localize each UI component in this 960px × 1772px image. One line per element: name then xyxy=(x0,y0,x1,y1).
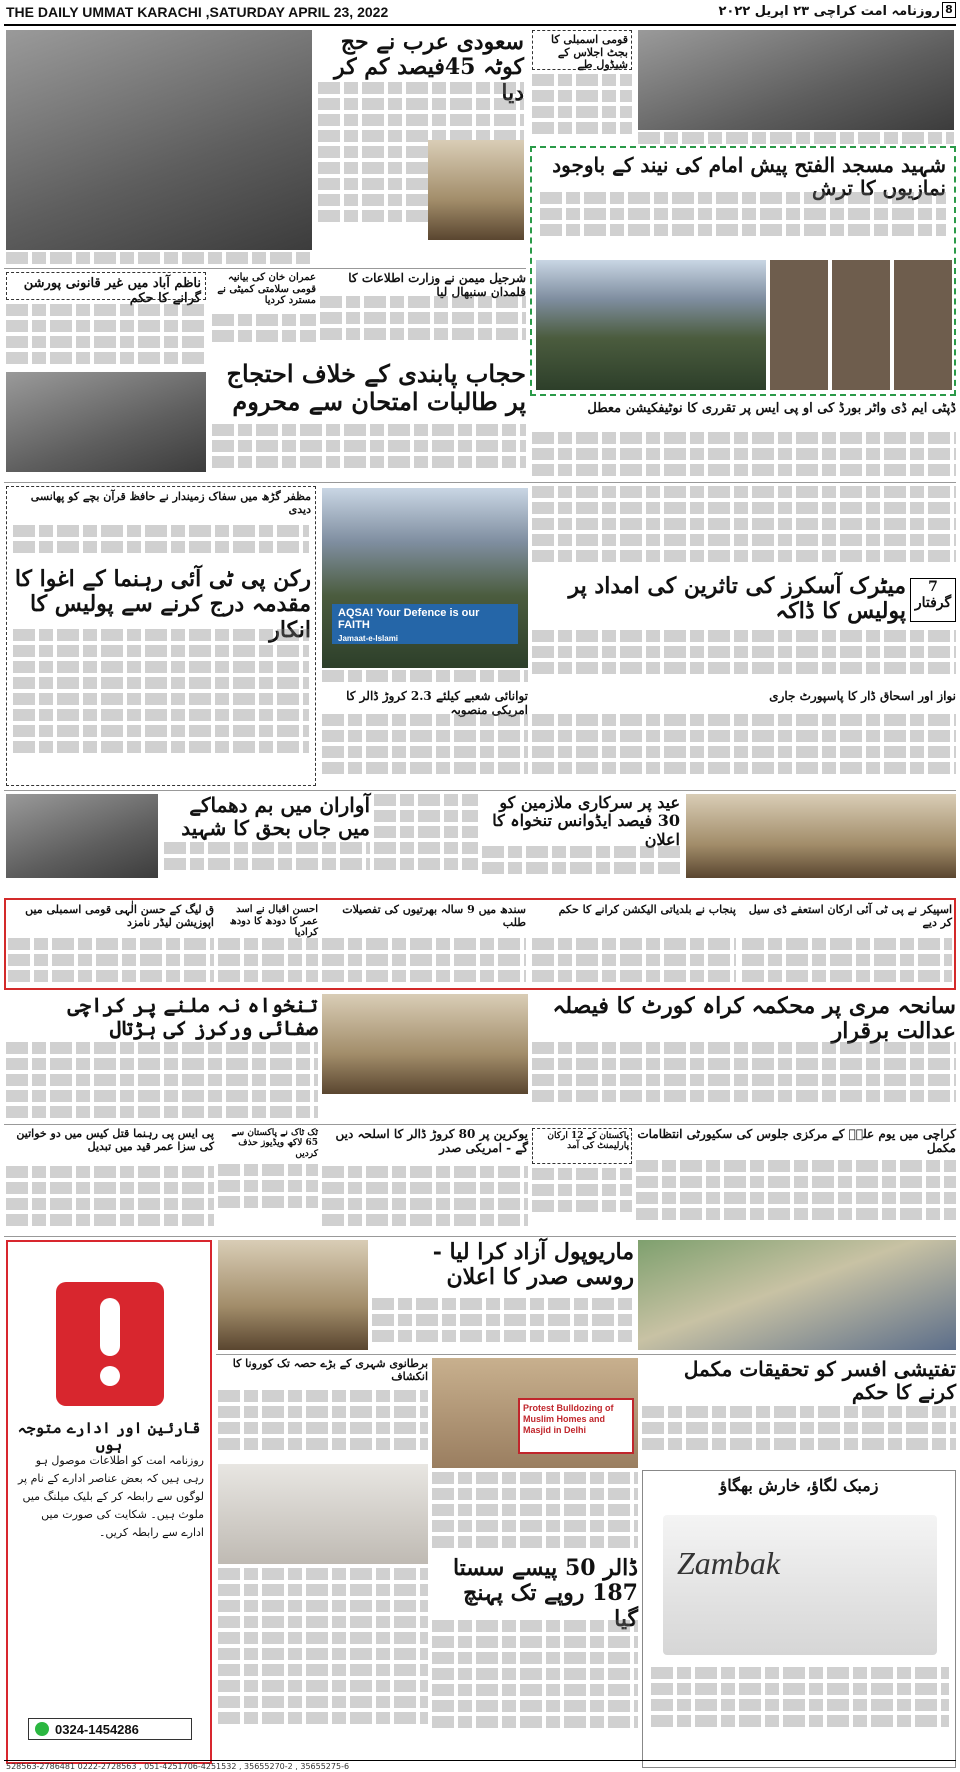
headline-pti-dissolve: اسپیکر نے پی ٹی آئی ارکان استعفے ڈی سیل کر دیے xyxy=(748,903,952,929)
reader-notice xyxy=(6,1240,212,1764)
sharjeel-body xyxy=(320,296,526,356)
eid-body xyxy=(482,846,680,882)
pps-body xyxy=(6,1166,214,1234)
zambak-ad xyxy=(642,1470,956,1768)
column-block xyxy=(532,486,956,570)
police-photo xyxy=(6,372,206,472)
headline-investigation: تفتیشی افسر کو تحقیقات مکمل کرنے کا حکم xyxy=(683,1357,956,1404)
signing-photo xyxy=(218,1240,368,1350)
column-block xyxy=(218,1568,428,1768)
headline-sharjeel: شرجیل میمن نے وزارت اطلاعات کا قلمدان سنبھال لیا xyxy=(348,271,526,299)
column-block xyxy=(432,1472,638,1552)
masthead-rule xyxy=(4,24,956,26)
headline-sanitation: سانحہ مری پر محکمہ کراہ کورٹ کا فیصلہ عدالت برقرار xyxy=(552,993,956,1045)
headline-punjab-assembly: پنجاب نے بلدیاتی الیکشن کرانے کا حکم xyxy=(558,903,736,916)
headline-pml: ق لیگ کے حسن الٰہی قومی اسمبلی میں اپوزیشن لیڈر نامزد xyxy=(25,903,214,929)
notice-phone-number: 0324-1454286 xyxy=(55,1721,139,1737)
guards-photo xyxy=(638,30,954,130)
notice-phone xyxy=(28,1718,192,1740)
namaz-photo xyxy=(536,260,766,390)
headline-nawaz: نواز اور اسحاق ڈار کا پاسپورٹ جاری xyxy=(769,689,956,703)
masthead-urdu: روزنامہ امت کراچی ۲۳ اپریل ۲۰۲۲ xyxy=(718,4,940,19)
pti-leader-body xyxy=(7,627,315,777)
divider xyxy=(4,1124,956,1125)
dollar-body xyxy=(432,1620,638,1768)
notice-title: قارئین اور ادارے متوجہ ہوں xyxy=(17,1419,201,1455)
faith-banner-text: AQSA! Your Defence is our FAITH xyxy=(338,607,480,631)
officials-photo xyxy=(322,994,528,1094)
sindh-police-body xyxy=(322,938,526,986)
nazim-abad-body xyxy=(6,304,206,368)
divider xyxy=(4,268,526,269)
headline-gunman: آواران میں بم دھماکے میں جاں بحق کا شہید xyxy=(181,793,370,840)
protest-sign: Protest Bulldozing of Muslim Homes and Masjid in Delhi xyxy=(518,1398,634,1454)
headline-ukraine: یوکرین پر 80 کروڑ ڈالر کا اسلحہ دیں گے - امریکی صدر xyxy=(335,1127,528,1155)
group-photo xyxy=(6,794,158,878)
guards-caption xyxy=(638,132,954,144)
headline-hafiz-quran: مظفر گڑھ میں سفاک زمیندار نے حافظ قرآن بچے کو پھانسی دیدی xyxy=(30,490,311,516)
headline-gram: 7 گرفتار xyxy=(910,578,956,622)
ahsan-body xyxy=(218,938,318,986)
divider xyxy=(4,1236,956,1237)
ukraine-body xyxy=(322,1166,528,1234)
meeting-photo xyxy=(428,140,524,240)
headline-nazim-abad: ناظم آباد میں غیر قانونی پورشن گرانے کا حکم xyxy=(6,272,206,300)
headline-eid: عید پر سرکاری ملازمین کو 30 فیصد ایڈوانس تنخواہ کا اعلان xyxy=(492,793,680,849)
apricot-body xyxy=(372,1298,634,1350)
faith-banner-sub: Jamaat-e-Islami xyxy=(338,634,399,643)
divider xyxy=(4,790,956,791)
protest-photo xyxy=(322,488,528,668)
headline-energy: توانائی شعبے کیلئے 2.3 کروڑ ڈالر کا امریکی منصوبہ xyxy=(346,689,528,717)
metro-body xyxy=(532,630,956,686)
masthead-english: THE DAILY UMMAT KARACHI ,SATURDAY APRIL 23, 2022 xyxy=(6,4,389,20)
pti-dissolve-body xyxy=(742,938,952,986)
tank-caption xyxy=(6,252,312,266)
headline-sindh-police: سندھ میں 9 سالہ بھرتیوں کی تفصیلات طلب xyxy=(342,903,526,929)
headline-pti-leader: رکن پی ٹی آئی رہنما کے اغوا کا مقدمہ درج کرنے سے پولیس کا انکار xyxy=(14,566,311,643)
headline-security: کراچی میں یوم علیؑ کے مرکزی جلوس کی سکیورٹی انتظامات مکمل xyxy=(637,1127,956,1155)
military-photo xyxy=(638,1240,956,1350)
ad-tagline: زمبک لگاؤ، خارش بھگاؤ xyxy=(719,1476,879,1495)
hijab-body xyxy=(212,424,526,476)
nawaz-body xyxy=(532,714,956,786)
protest-caption xyxy=(322,670,528,684)
ad-brand: Zambak xyxy=(677,1545,781,1581)
dpo-body xyxy=(532,432,956,480)
whatsapp-icon xyxy=(35,1722,49,1736)
column-block xyxy=(374,794,478,882)
investigation-body xyxy=(642,1406,956,1466)
tiktok-body xyxy=(218,1164,318,1234)
headline-shaheed-masjid: شہید مسجد الفتح پیش امام کی نیند کے باوجود نمازیوں کا ترش xyxy=(552,153,946,200)
divider xyxy=(216,1354,956,1355)
shaheed-masjid-box xyxy=(530,146,956,396)
headline-qaumi-assembly: قومی اسمبلی کا بجٹ اجلاس کے شیڈول طے xyxy=(532,30,632,70)
headline-dollar: ڈالر 50 پیسے سستا 187 روپے تک پہنچ گیا xyxy=(452,1555,638,1632)
page-number: 8 xyxy=(942,2,956,18)
headline-dpo: ڈپٹی ایم ڈی واٹر بورڈ کی او پی ایس پر تقرری کا نوٹیفکیشن معطل xyxy=(587,401,956,416)
british-body xyxy=(218,1390,428,1460)
divider xyxy=(4,482,956,483)
notice-body: روزنامہ امت کو اطلاعات موصول ہو رہی ہیں کہ بعض عناصر ادارے کے نام پر لوگوں سے رابطہ کر کے بلیک میلنگ میں ملوث ہیں۔ شکایت کی صورت میں ادارے سے رابطہ کریں۔ xyxy=(17,1454,204,1539)
headline-metro: میٹرک آسکرز کی تاثرین کی امداد پر پولیس کا ڈاکہ xyxy=(568,573,906,625)
energy-body xyxy=(322,714,528,786)
security-body xyxy=(636,1160,956,1234)
headline-tiktok: ٹک ٹاک نے پاکستان سے 65 لاکھ ویڈیوز حذف کردیں xyxy=(231,1128,318,1159)
headline-apricot: ماریوپول آزاد کرا لیا - روسی صدر کا اعلان xyxy=(432,1239,634,1291)
hafiz-quran-body xyxy=(7,523,315,563)
pml-body xyxy=(8,938,214,986)
punjab-assembly-body xyxy=(532,938,736,986)
headline-pakistan-12: پاکستان کے 12 ارکان پارلیمنٹ کی آمد xyxy=(532,1128,632,1164)
tank-photo xyxy=(6,30,312,250)
delhi-protest-photo xyxy=(432,1358,638,1468)
salary-body xyxy=(6,1042,318,1122)
car-photo xyxy=(218,1464,428,1564)
qaumi-assembly-body xyxy=(532,74,632,142)
sanitation-body xyxy=(532,1042,956,1106)
warning-icon xyxy=(56,1282,164,1406)
gunman-body xyxy=(164,842,370,882)
headline-ahsan: احسن اقبال نے اسد عمر کا دودھ کا دودھ کرادیا xyxy=(229,904,318,938)
shaheed-masjid-lede xyxy=(532,190,954,250)
pakistan-12-body xyxy=(532,1168,632,1234)
hafiz-quran-box xyxy=(6,486,316,786)
headline-british: برطانوی شہری کے بڑے حصہ تک کورونا کا انکشاف xyxy=(232,1357,428,1383)
headline-pps: پی ایس پی رہنما قتل کیس میں دو خواتین کی سزا عمر قید میں تبدیل xyxy=(16,1127,214,1153)
headline-imran-khan: عمران خان کی بیانیہ قومی سلامتی کمیٹی نے مسترد کردیا xyxy=(217,272,316,306)
portrait-grid xyxy=(770,260,952,390)
footer-rule xyxy=(4,1760,956,1761)
headline-salary: تنخواہ نہ ملنے پر کراچی صفائی ورکرز کی ہڑتال xyxy=(67,993,318,1040)
diplomats-photo xyxy=(686,794,956,878)
ad-product-image xyxy=(663,1515,937,1655)
ad-copy xyxy=(651,1667,949,1763)
imran-khan-body xyxy=(212,314,316,356)
headline-saudi-hajj: سعودی عرب نے حج کوٹہ 45فیصد کم کر دیا xyxy=(334,29,524,106)
headline-hijab: حجاب پابندی کے خلاف احتجاج پر طالبات امتحان سے محروم xyxy=(226,359,526,416)
footer-contacts: 528563-2786481 0222-2728563 , 051-4251706-4251532 , 35655270-2 , 35655275-6 xyxy=(6,1762,350,1771)
